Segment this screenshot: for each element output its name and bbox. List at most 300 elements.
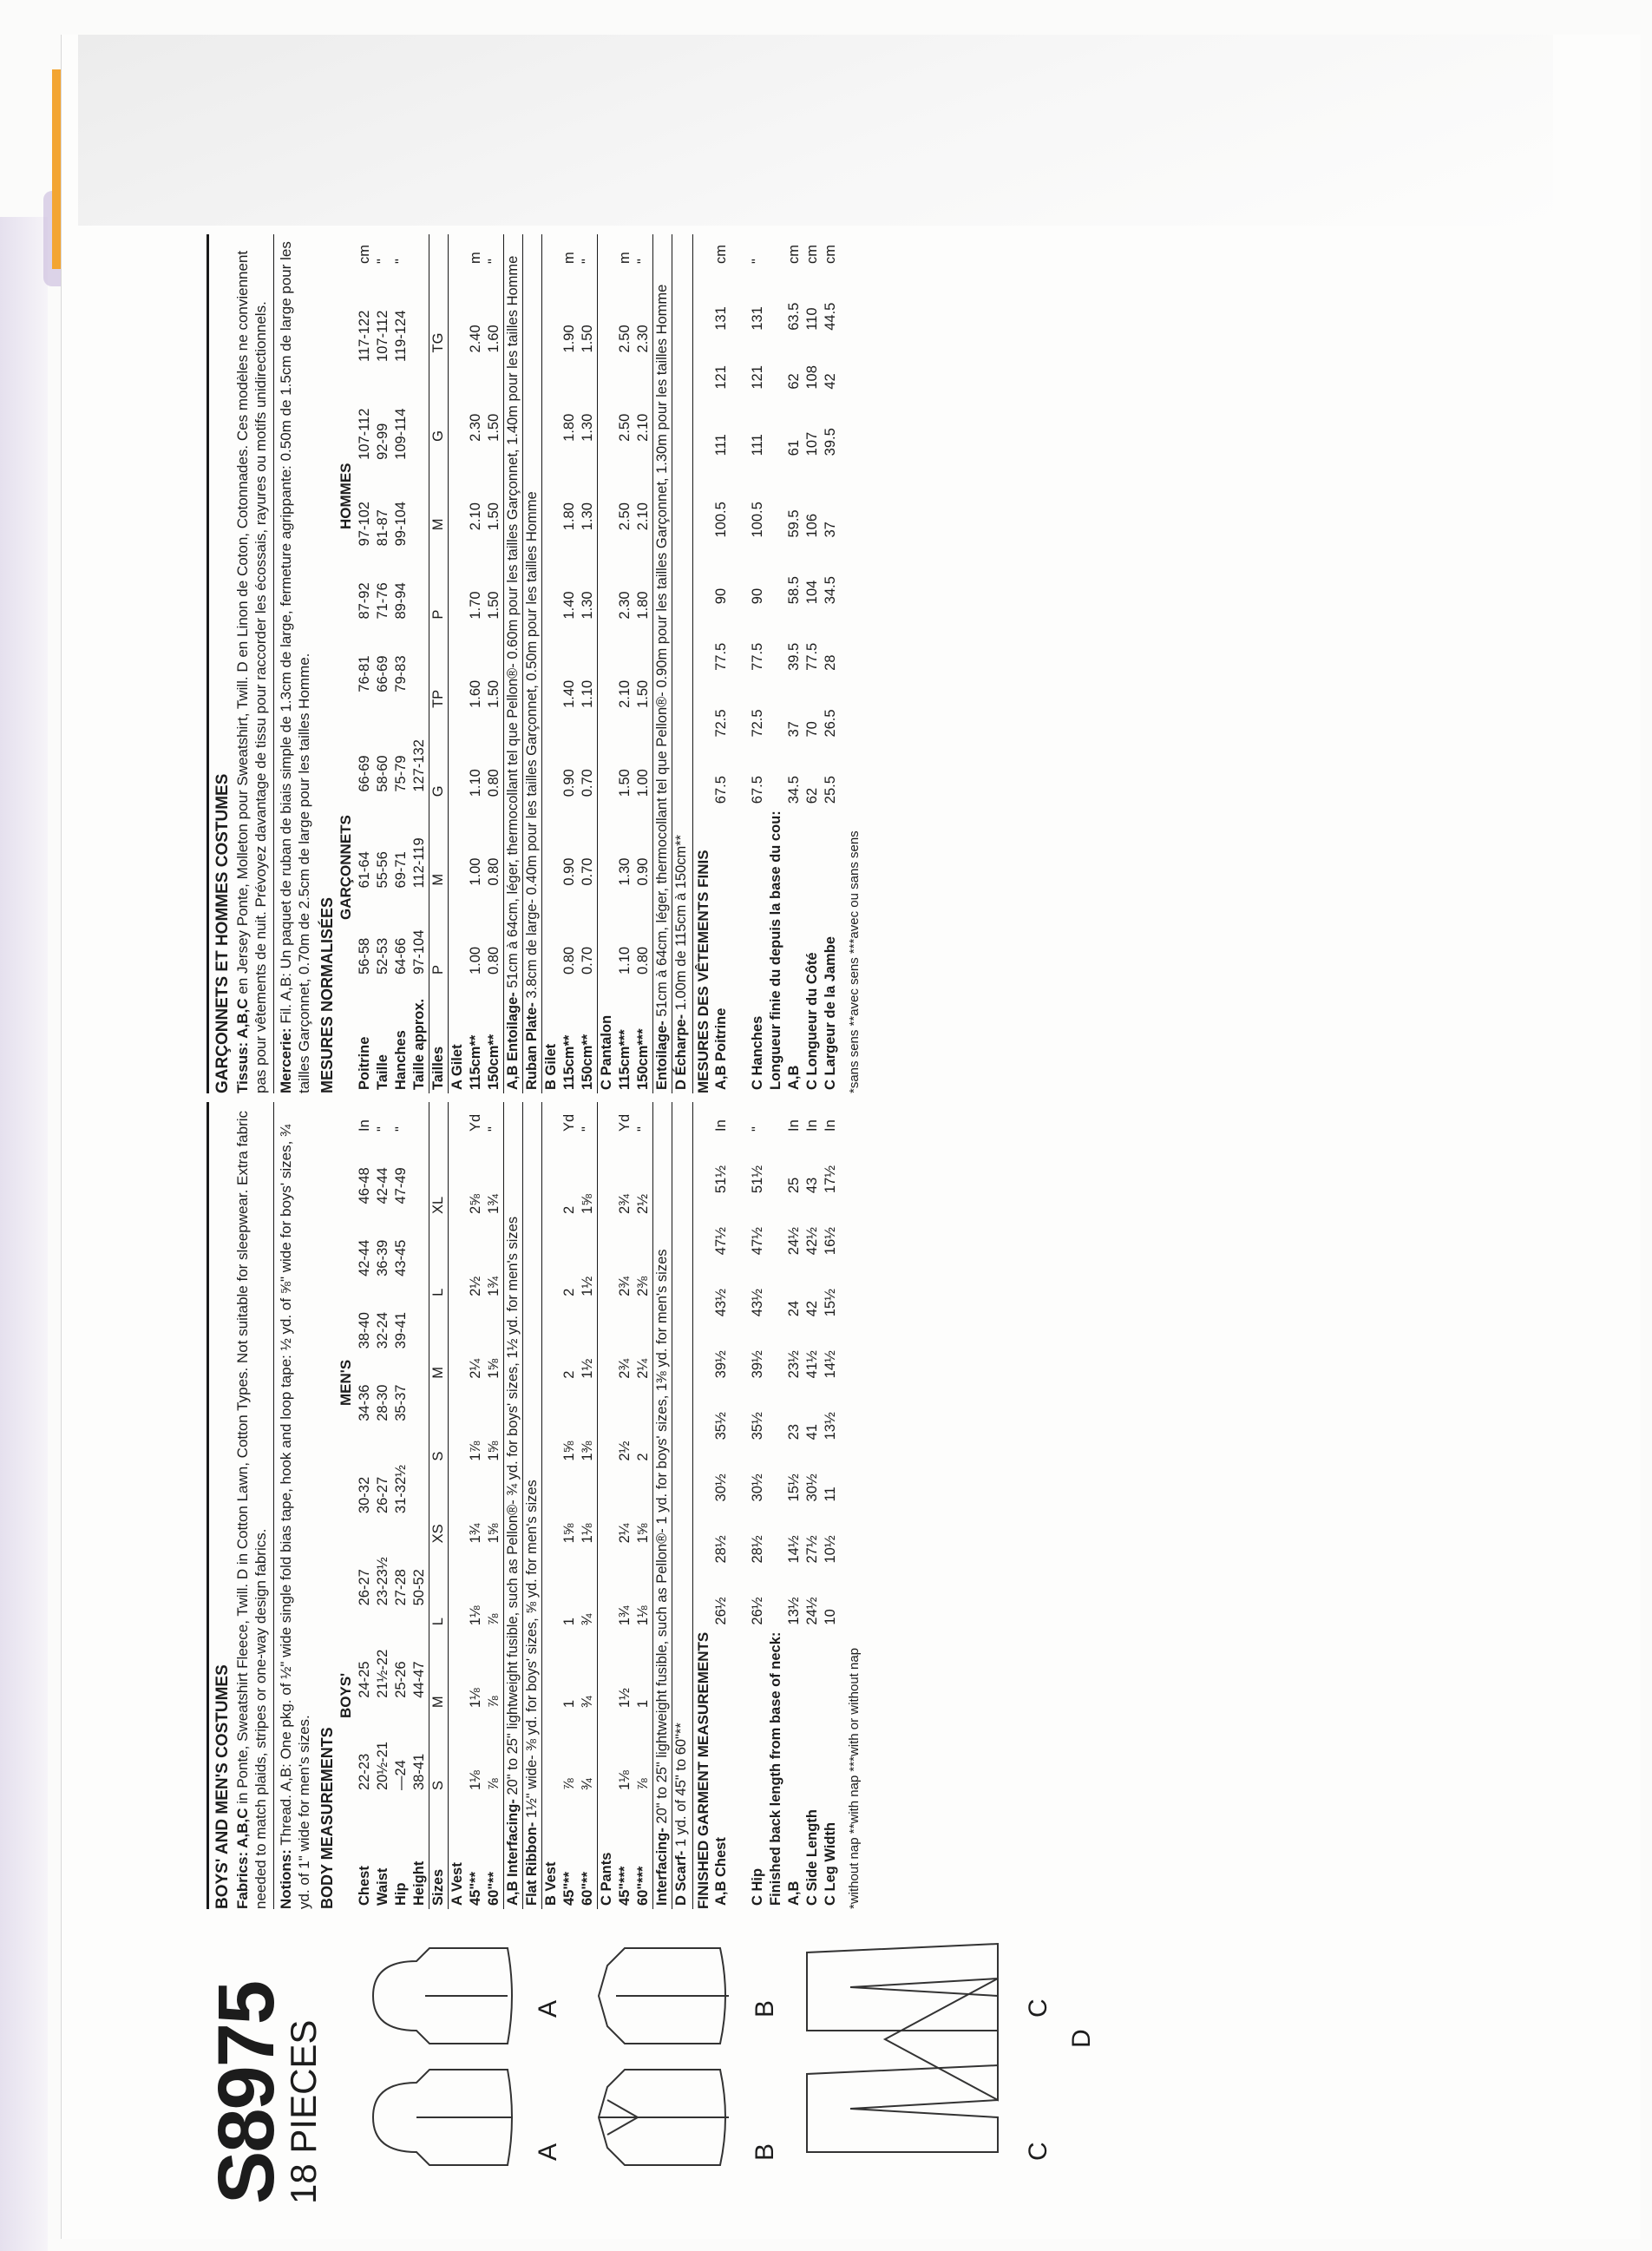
table-cell xyxy=(449,267,468,356)
table-cell xyxy=(731,607,749,674)
row-label: Hip xyxy=(393,1882,409,1906)
table-cell: 43 xyxy=(804,1177,820,1194)
table-cell: 23 xyxy=(786,1424,802,1441)
table-cell: 1.40 xyxy=(561,591,577,620)
table-cell: 27-28 xyxy=(393,1569,409,1606)
table-cell xyxy=(731,393,749,460)
row-label: C Longueur du Côté xyxy=(804,952,820,1090)
table-cell: P xyxy=(429,534,449,622)
body-measurement-row xyxy=(410,234,429,1093)
table-cell: 32-24 xyxy=(375,1312,390,1349)
table-cell xyxy=(731,741,749,808)
table-cell: 0.90 xyxy=(635,857,651,886)
note-text: 20" to 25" lightweight fusible, such as Pellon®- 1 yd. for boys' sizes, 1⅜ yd. for men's sizes xyxy=(654,1249,670,1824)
table-cell: 25.5 xyxy=(823,776,838,804)
view-label-a-2: A xyxy=(534,1999,562,2018)
table-cell: 39½ xyxy=(713,1350,729,1379)
table-cell xyxy=(767,1567,785,1629)
table-cell: 2.50 xyxy=(617,413,633,442)
table-cell: 2 xyxy=(561,1288,577,1296)
table-cell: 2.40 xyxy=(468,325,483,353)
row-label: 60"** xyxy=(580,1871,595,1906)
row-label: A Vest xyxy=(449,1794,468,1909)
unit-cell xyxy=(449,234,468,267)
table-cell: 47½ xyxy=(750,1227,765,1256)
unit-cell xyxy=(731,1102,749,1135)
table-cell xyxy=(410,463,429,550)
body-measurement-row xyxy=(392,1102,410,1909)
view-label-a-1: A xyxy=(534,2143,562,2161)
table-cell: 2.10 xyxy=(635,502,651,531)
row-label: C Hip xyxy=(750,1867,765,1906)
table-cell: 67.5 xyxy=(750,776,765,804)
table-cell: 2½ xyxy=(635,1194,651,1214)
sizes-row xyxy=(429,1102,449,1909)
table-cell: 38-40 xyxy=(357,1312,372,1349)
table-cell: 1.10 xyxy=(468,769,483,797)
table-cell: 2½ xyxy=(468,1276,483,1296)
table-cell: 1.60 xyxy=(468,679,483,708)
table-cell xyxy=(767,334,785,393)
row-label: Tailles xyxy=(429,978,449,1093)
table-cell: 2¾ xyxy=(617,1358,633,1379)
table-cell: 1.50 xyxy=(580,325,595,353)
table-cell: 1⅝ xyxy=(561,1523,577,1544)
table-cell xyxy=(598,1135,617,1217)
table-cell: S xyxy=(429,1711,449,1794)
unit-cell xyxy=(410,1102,429,1135)
table-cell: 1½ xyxy=(580,1276,595,1296)
table-cell xyxy=(598,1465,617,1547)
table-cell: 11 xyxy=(823,1486,838,1502)
table-cell: 1¾ xyxy=(617,1605,633,1626)
table-cell xyxy=(542,445,561,534)
body-measurement-row xyxy=(374,1102,392,1909)
table-cell: 1⅛ xyxy=(468,1688,483,1709)
table-cell: 1.30 xyxy=(580,413,595,442)
table-cell: 44.5 xyxy=(823,302,838,331)
table-cell: 30½ xyxy=(804,1473,820,1502)
table-cell: 30-32 xyxy=(357,1476,372,1514)
note-label: Ruban Plate- xyxy=(524,998,540,1090)
table-cell xyxy=(449,534,468,622)
table-cell: 44-47 xyxy=(411,1661,427,1698)
french-footnote: *sans sens **avec sens ***avec ou sans sens xyxy=(847,830,862,1093)
table-cell: 97-104 xyxy=(411,929,427,975)
body-measurement-row xyxy=(410,1102,429,1909)
table-cell xyxy=(731,1505,749,1566)
table-cell: 111 xyxy=(750,434,765,456)
table-cell: 1.50 xyxy=(486,679,502,708)
note-cell xyxy=(504,234,523,1093)
table-cell: ⅞ xyxy=(561,1778,577,1790)
table-cell: 47½ xyxy=(713,1227,729,1256)
table-cell: 56-58 xyxy=(357,937,372,975)
french-group-heads xyxy=(337,234,356,1093)
view-b-sketch xyxy=(581,1926,746,2187)
table-cell: G xyxy=(429,712,449,800)
table-cell: 1.50 xyxy=(635,679,651,708)
table-cell xyxy=(731,1197,749,1258)
table-cell xyxy=(767,1320,785,1381)
table-cell: ⅞ xyxy=(486,1778,502,1790)
english-footnote: *without nap **with nap ***with or without nap xyxy=(847,1647,862,1909)
table-cell: M xyxy=(429,1629,449,1711)
table-cell xyxy=(731,1381,749,1443)
table-cell: 25 xyxy=(786,1177,802,1194)
french-fabrics-label: Tissus: A,B,C xyxy=(234,998,251,1093)
unit-cell: Yd xyxy=(468,1113,483,1132)
table-cell: 2 xyxy=(635,1453,651,1461)
table-cell: 1.50 xyxy=(486,413,502,442)
table-cell: L xyxy=(429,1546,449,1629)
table-cell: 77.5 xyxy=(713,642,729,671)
unit-cell: " xyxy=(635,259,651,264)
table-cell: 87-92 xyxy=(357,582,372,620)
table-cell: 0.90 xyxy=(561,857,577,886)
rotated-page xyxy=(182,226,1484,2221)
table-cell: 15½ xyxy=(823,1289,838,1317)
table-cell xyxy=(542,1382,561,1465)
table-cell xyxy=(767,1135,785,1197)
table-cell: 41½ xyxy=(804,1350,820,1379)
table-cell: 0.80 xyxy=(561,946,577,975)
table-cell: 35-37 xyxy=(393,1384,409,1421)
yardage-row xyxy=(579,234,598,1093)
body-measurement-row xyxy=(392,234,410,1093)
row-label xyxy=(731,807,749,1093)
table-cell: S xyxy=(429,1382,449,1465)
table-cell xyxy=(598,445,617,534)
english-body-table xyxy=(356,1102,429,1909)
table-cell xyxy=(598,712,617,800)
view-title-row xyxy=(598,1102,617,1909)
table-cell: 28 xyxy=(823,654,838,671)
table-cell: 10 xyxy=(823,1609,838,1625)
table-cell: 72.5 xyxy=(750,709,765,738)
envelope-edge xyxy=(0,217,48,2251)
row-label: Hanches xyxy=(393,1030,409,1090)
unit-cell: " xyxy=(580,1126,595,1132)
unit-cell xyxy=(598,234,617,267)
table-cell: 2.10 xyxy=(635,413,651,442)
table-cell: 67.5 xyxy=(713,776,729,804)
table-cell: 1 xyxy=(561,1618,577,1626)
unit-cell: Yd xyxy=(561,1113,577,1132)
table-cell xyxy=(731,1443,749,1505)
unit-cell xyxy=(429,1102,449,1135)
french-column xyxy=(206,234,863,1093)
table-cell: ¾ xyxy=(580,1778,595,1790)
table-cell: 0.70 xyxy=(580,769,595,797)
body-measurement-row xyxy=(374,234,392,1093)
table-cell: 99-104 xyxy=(393,502,409,547)
body-measurement-row xyxy=(356,1102,374,1909)
yardage-row xyxy=(560,1102,579,1909)
table-cell: 1⅛ xyxy=(580,1523,595,1544)
finished-row xyxy=(822,234,840,1093)
yardage-row xyxy=(467,234,485,1093)
table-cell: 30½ xyxy=(750,1473,765,1502)
table-cell xyxy=(767,541,785,608)
table-cell: 1.00 xyxy=(635,769,651,797)
view-sketches xyxy=(338,1918,1119,2204)
table-cell xyxy=(767,1381,785,1443)
table-cell: 2 xyxy=(561,1370,577,1379)
table-cell: 17½ xyxy=(823,1165,838,1194)
table-cell: 14½ xyxy=(786,1535,802,1564)
table-cell xyxy=(598,800,617,889)
table-cell: 30½ xyxy=(713,1473,729,1502)
table-cell: 1.80 xyxy=(635,591,651,620)
table-cell: 107-112 xyxy=(357,408,372,460)
note-text: 1.00m de 115cm à 150cm** xyxy=(673,834,689,1011)
table-cell: 2⅜ xyxy=(635,1276,651,1296)
table-cell: 24½ xyxy=(804,1597,820,1625)
english-yardage-table xyxy=(429,1102,691,1909)
table-cell xyxy=(598,1217,617,1300)
table-cell: XS xyxy=(429,1465,449,1547)
view-title-row xyxy=(542,234,561,1093)
note-cell xyxy=(672,1102,692,1909)
unit-cell: cm xyxy=(786,245,802,264)
table-cell: 2 xyxy=(561,1205,577,1214)
view-label-b-2: B xyxy=(751,1999,779,2018)
table-cell: 10½ xyxy=(823,1535,838,1564)
table-cell: 61 xyxy=(786,439,802,456)
table-cell: 0.80 xyxy=(486,857,502,886)
french-body-table xyxy=(356,234,429,1093)
table-cell xyxy=(449,1465,468,1547)
table-cell: 1.90 xyxy=(561,325,577,353)
table-cell: ¾ xyxy=(580,1613,595,1626)
view-label-b-1: B xyxy=(751,2143,779,2161)
english-notions-label: Notions: xyxy=(278,1849,294,1909)
table-cell xyxy=(731,334,749,393)
table-cell: 50-52 xyxy=(411,1569,427,1606)
view-title-row xyxy=(542,1102,561,1909)
note-row xyxy=(523,234,542,1093)
table-cell: 64-66 xyxy=(393,937,409,975)
unit-cell: " xyxy=(486,1126,502,1132)
sizes-row xyxy=(429,234,449,1093)
table-cell xyxy=(542,889,561,978)
french-top-rule xyxy=(206,234,209,1093)
table-cell: 41 xyxy=(804,1424,820,1441)
table-cell: 14½ xyxy=(823,1350,838,1379)
finished-row xyxy=(822,1102,840,1909)
table-cell: 127-132 xyxy=(411,739,427,792)
yardage-row xyxy=(579,1102,598,1909)
table-cell: 13½ xyxy=(823,1412,838,1441)
table-cell: 1.00 xyxy=(468,946,483,975)
table-cell: 26½ xyxy=(713,1597,729,1625)
table-cell: 39.5 xyxy=(823,428,838,456)
table-cell: 77.5 xyxy=(804,642,820,671)
row-label: 45"** xyxy=(468,1871,483,1906)
table-cell: 26½ xyxy=(750,1597,765,1625)
table-cell xyxy=(598,1546,617,1629)
table-cell: 47-49 xyxy=(393,1167,409,1204)
table-cell: 1⅝ xyxy=(486,1441,502,1461)
table-cell: 35½ xyxy=(750,1412,765,1441)
view-title-row xyxy=(449,234,468,1093)
table-cell xyxy=(449,1382,468,1465)
table-cell: 46-48 xyxy=(357,1167,372,1204)
table-cell xyxy=(449,1300,468,1382)
row-label: A,B Chest xyxy=(713,1837,729,1906)
table-cell: 1¾ xyxy=(468,1523,483,1544)
finished-row xyxy=(803,234,822,1093)
table-cell: 1.00 xyxy=(468,857,483,886)
table-cell xyxy=(410,1352,429,1424)
table-cell xyxy=(767,393,785,460)
unit-cell: m xyxy=(468,252,483,264)
note-cell xyxy=(504,1102,523,1909)
unit-cell: cm xyxy=(357,245,372,264)
table-cell xyxy=(542,1465,561,1547)
table-cell: 1⅜ xyxy=(580,1441,595,1461)
english-fabrics-text: in Ponte, Sweatshirt Fleece, Twill. D in Cotton Lawn, Cotton Types. Not suitable for sleepwear. Extra fabric needed to match plaids, stripes or one-way design fabrics. xyxy=(234,1110,269,1909)
table-cell: 2.30 xyxy=(617,591,633,620)
table-cell: 55-56 xyxy=(375,851,390,889)
table-cell xyxy=(598,889,617,978)
unit-cell xyxy=(598,1102,617,1135)
table-cell: 28½ xyxy=(713,1535,729,1564)
table-cell: 90 xyxy=(713,587,729,605)
table-cell: 70 xyxy=(804,721,820,738)
table-cell: 1⅝ xyxy=(561,1441,577,1461)
note-label: D Scarf- xyxy=(673,1847,689,1906)
table-cell xyxy=(542,267,561,356)
table-cell: 2.50 xyxy=(617,325,633,353)
table-cell: 31-32½ xyxy=(393,1465,409,1514)
table-cell xyxy=(410,1280,429,1352)
table-cell: 34.5 xyxy=(823,576,838,605)
table-cell xyxy=(542,1711,561,1794)
english-mens-head: MEN'S xyxy=(338,1359,354,1406)
table-cell: 66-69 xyxy=(375,655,390,692)
yardage-row xyxy=(616,234,634,1093)
yardage-row xyxy=(485,1102,504,1909)
table-cell: 22-23 xyxy=(357,1753,372,1790)
table-cell: 107-112 xyxy=(375,310,390,362)
table-cell: 1.10 xyxy=(580,679,595,708)
table-cell: 16½ xyxy=(823,1227,838,1256)
pattern-number: S8975 xyxy=(202,1981,291,2204)
table-cell: 35½ xyxy=(713,1412,729,1441)
french-mens-head: HOMMES xyxy=(338,463,354,529)
view-label-d: D xyxy=(1067,2029,1096,2048)
table-cell: 42-44 xyxy=(357,1239,372,1276)
unit-cell xyxy=(449,1102,468,1135)
table-cell xyxy=(731,674,749,741)
french-notions xyxy=(277,234,313,1093)
table-cell: 100.5 xyxy=(713,502,729,538)
finished-row xyxy=(731,234,749,1093)
table-cell xyxy=(767,1197,785,1258)
unit-cell xyxy=(767,1102,785,1135)
table-cell: 39-41 xyxy=(393,1312,409,1349)
finished-row xyxy=(749,1102,767,1909)
note-cell xyxy=(523,1102,542,1909)
note-cell xyxy=(653,1102,672,1909)
table-cell: 97-102 xyxy=(357,502,372,547)
french-finished-title: MESURES DES VÊTEMENTS FINIS xyxy=(692,234,712,1093)
table-cell: M xyxy=(429,1300,449,1382)
table-cell: 72.5 xyxy=(713,709,729,738)
row-label: 45"*** xyxy=(617,1866,633,1906)
table-cell: 119-124 xyxy=(393,310,409,362)
table-cell xyxy=(598,1711,617,1794)
unit-cell xyxy=(542,1102,561,1135)
unit-cell: cm xyxy=(713,245,729,264)
table-cell: 71-76 xyxy=(375,582,390,620)
finished-row xyxy=(712,234,731,1093)
table-cell: 2¼ xyxy=(635,1358,651,1379)
row-label: C Side Length xyxy=(804,1809,820,1906)
table-cell xyxy=(410,1135,429,1207)
table-cell: 2¼ xyxy=(617,1523,633,1544)
table-cell: 42 xyxy=(823,373,838,390)
unit-cell: In xyxy=(713,1119,729,1132)
table-cell: 34-36 xyxy=(357,1384,372,1421)
table-cell: 51½ xyxy=(713,1165,729,1194)
table-cell: 63.5 xyxy=(786,302,802,331)
table-cell xyxy=(598,534,617,622)
note-text: 51cm à 64cm, léger, thermocollant tel que Pellon®- 0.60m pour les tailles Garçonnet, 1.40m pour les tailles Homme xyxy=(505,255,521,988)
note-text: 1 yd. of 45" to 60"** xyxy=(673,1723,689,1847)
table-cell xyxy=(767,1443,785,1505)
row-label: A,B xyxy=(786,1880,802,1906)
table-cell: 1.50 xyxy=(486,591,502,620)
french-notions-label: Mercerie: xyxy=(278,1027,294,1093)
french-fabrics-text: en Jersey Ponte, Molleton pour Sweatshirt, Twill. D en Linon de Coton, Cotonnades. Ces modèles ne conviennent pas pour vêtements de nuit. Prévoyez davantage de tissu pour raccorder les écossais, rayures ou motifs unidirectionnels. xyxy=(234,250,269,1093)
note-row xyxy=(653,1102,672,1909)
table-cell: 0.70 xyxy=(580,857,595,886)
divider xyxy=(273,234,274,1093)
row-label: A,B xyxy=(786,1065,802,1090)
table-cell: 1⅛ xyxy=(468,1605,483,1626)
table-cell: —24 xyxy=(393,1760,409,1790)
table-cell xyxy=(542,1135,561,1217)
table-cell: 15½ xyxy=(786,1473,802,1502)
view-a-sketch xyxy=(364,1926,529,2187)
table-cell: 42-44 xyxy=(375,1167,390,1204)
table-cell xyxy=(731,1135,749,1197)
table-cell xyxy=(449,800,468,889)
yardage-row xyxy=(616,1102,634,1909)
envelope-fold xyxy=(78,35,1553,226)
table-cell: M xyxy=(429,445,449,534)
table-cell: 1.70 xyxy=(468,591,483,620)
table-cell: 26.5 xyxy=(823,709,838,738)
table-cell: 23-23½ xyxy=(375,1557,390,1606)
table-cell: 75-79 xyxy=(393,755,409,792)
unit-cell: m xyxy=(617,252,633,264)
table-cell: 24½ xyxy=(786,1227,802,1256)
table-cell: L xyxy=(429,1217,449,1300)
table-cell: 62 xyxy=(804,787,820,804)
table-cell xyxy=(731,1258,749,1320)
table-cell: 34.5 xyxy=(786,776,802,804)
french-yardage-table xyxy=(429,234,691,1093)
table-cell: P xyxy=(429,889,449,978)
english-title: BOYS' AND MEN'S COSTUMES xyxy=(213,1664,232,1909)
table-cell xyxy=(767,1258,785,1320)
note-text: 51cm à 64cm, léger, thermocollant tel que Pellon®- 0.90m pour les tailles Garçonnet, 1.30m pour les tailles Homme xyxy=(654,284,670,1017)
row-label: 115cm*** xyxy=(617,1029,633,1090)
